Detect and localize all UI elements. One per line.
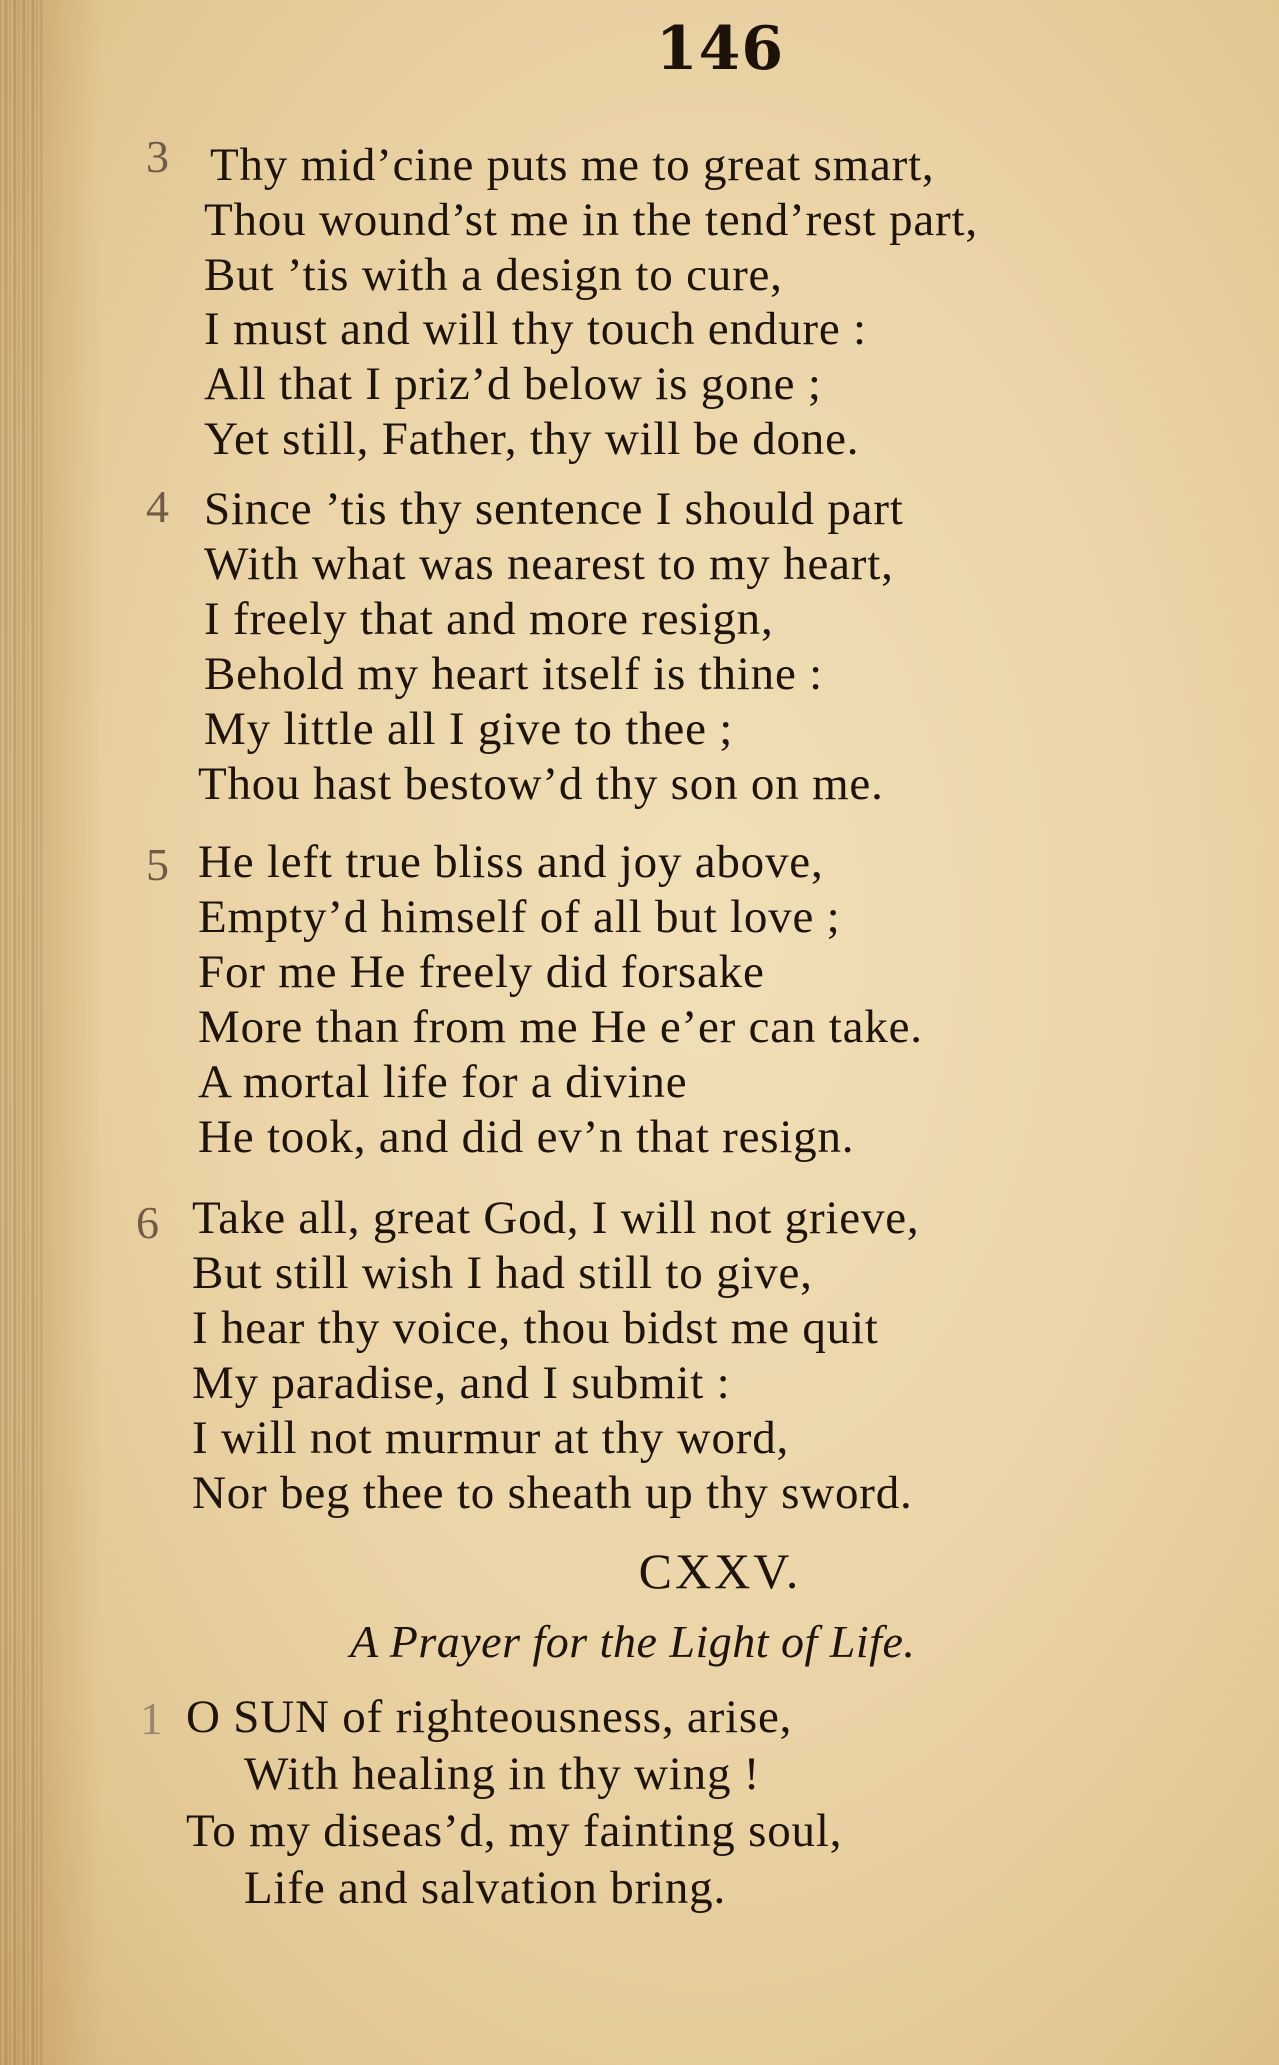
verse-line: Nor beg thee to sheath up thy sword. [192, 1467, 913, 1519]
verse-line: Thou hast bestow’d thy son on me. [198, 758, 884, 810]
verse-line: Empty’d himself of all but love ; [198, 891, 841, 943]
verse-line: I freely that and more resign, [204, 593, 774, 645]
verse-line: I must and will thy touch endure : [204, 303, 867, 355]
verse-line: O SUN of righteousness, arise, [186, 1691, 793, 1743]
verse-line: Yet still, Father, thy will be done. [204, 413, 860, 465]
verse-line: For me He freely did forsake [198, 946, 765, 998]
verse-line: Behold my heart itself is thine : [204, 648, 824, 700]
verse-line: I will not murmur at thy word, [192, 1412, 790, 1464]
stanza-number: 3 [146, 131, 169, 182]
verse-line: But still wish I had still to give, [192, 1247, 813, 1299]
page-edge-shadow [42, 0, 102, 2065]
stanza-number: 5 [146, 839, 169, 890]
verse-line: A mortal life for a divine [198, 1056, 688, 1108]
verse-line: My paradise, and I submit : [192, 1357, 731, 1409]
verse-line: All that I priz’d below is gone ; [204, 358, 822, 410]
hymn-number: CXXV. [638, 1543, 802, 1599]
verse-line: Take all, great God, I will not grieve, [192, 1192, 920, 1244]
verse-line: He left true bliss and joy above, [198, 836, 824, 888]
page-binding-edge [0, 0, 42, 2065]
verse-line: To my diseas’d, my fainting soul, [186, 1805, 843, 1857]
hymn-title: A Prayer for the Light of Life. [350, 1616, 916, 1667]
verse-line: Life and salvation bring. [244, 1862, 727, 1914]
stanza-number: 1 [140, 1693, 163, 1744]
verse-line: With healing in thy wing ! [244, 1748, 761, 1800]
verse-line: More than from me He e’er can take. [198, 1001, 923, 1053]
verse-line: With what was nearest to my heart, [204, 538, 894, 590]
verse-line: Thy mid’cine puts me to great smart, [210, 139, 935, 191]
verse-line: Thou wound’st me in the tend’rest part, [204, 194, 978, 246]
stanza-number: 4 [146, 481, 169, 532]
verse-line: My little all I give to thee ; [204, 703, 734, 755]
verse-line: Since ’tis thy sentence I should part [204, 483, 904, 535]
verse-line: I hear thy voice, thou bidst me quit [192, 1302, 879, 1354]
stanza-number: 6 [136, 1197, 159, 1248]
verse-line: He took, and did ev’n that resign. [198, 1111, 855, 1163]
page-number: 146 [655, 14, 785, 84]
verse-line: But ’tis with a design to cure, [204, 249, 783, 301]
